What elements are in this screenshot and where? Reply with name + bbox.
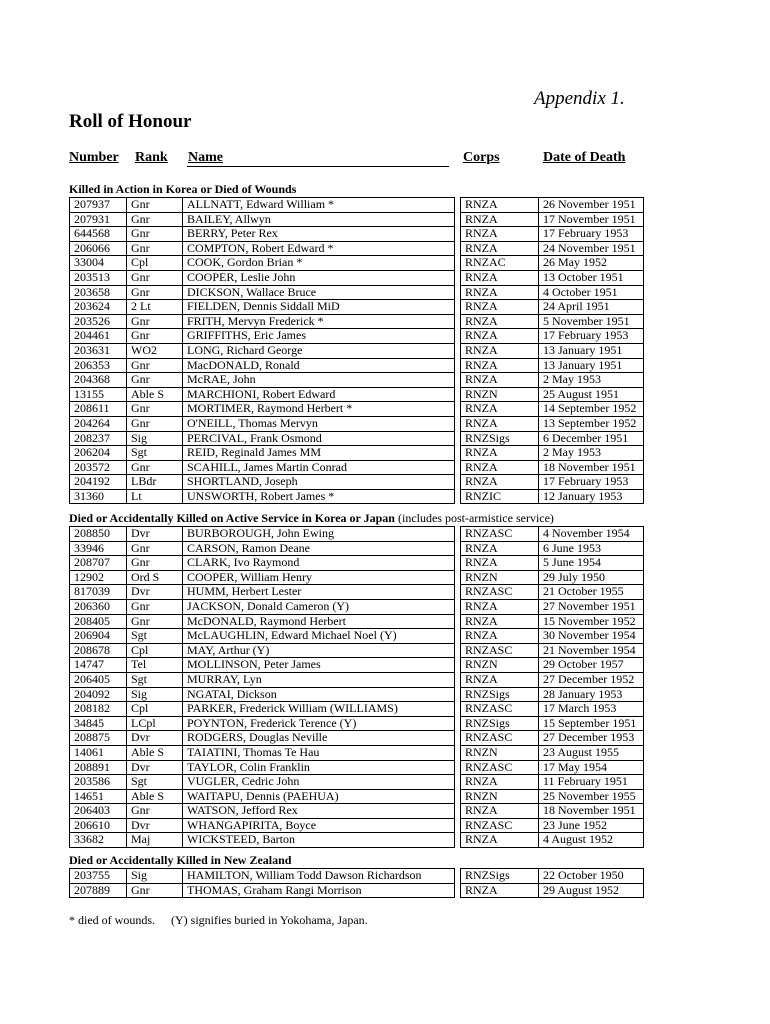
date-cell: 13 October 1951 (539, 270, 644, 285)
number-cell: 207889 (70, 883, 127, 898)
number-cell: 203624 (70, 300, 127, 315)
date-cell: 5 November 1951 (539, 314, 644, 329)
corps-cell: RNZASC (461, 818, 539, 833)
corps-cell: RNZSigs (461, 431, 539, 446)
number-cell: 204192 (70, 475, 127, 490)
section-title-text: Died or Accidentally Killed in New Zealand (69, 853, 292, 867)
rank-cell: Gnr (127, 402, 183, 417)
rank-cell: Gnr (127, 329, 183, 344)
header-name: Name (188, 150, 223, 165)
header-number: Number (69, 150, 119, 165)
corps-cell: RNZA (461, 241, 539, 256)
rank-cell: 2 Lt (127, 300, 183, 315)
rank-cell: Cpl (127, 256, 183, 271)
corps-cell: RNZA (461, 883, 539, 898)
table-row (70, 314, 644, 329)
date-cell: 23 June 1952 (539, 818, 644, 833)
roll-table (69, 868, 644, 898)
number-cell: 203526 (70, 314, 127, 329)
date-cell: 6 December 1951 (539, 431, 644, 446)
table-row (70, 198, 644, 213)
table-row (70, 716, 644, 731)
table-row (70, 475, 644, 490)
date-cell: 29 July 1950 (539, 570, 644, 585)
table-row (70, 658, 644, 673)
table-row (70, 285, 644, 300)
date-cell: 14 September 1952 (539, 402, 644, 417)
date-cell: 21 October 1955 (539, 585, 644, 600)
roll-table (69, 526, 644, 848)
date-cell: 27 November 1951 (539, 599, 644, 614)
date-cell: 23 August 1955 (539, 745, 644, 760)
number-cell: 203755 (70, 869, 127, 884)
table-row (70, 227, 644, 242)
rank-cell: Dvr (127, 731, 183, 746)
corps-cell: RNZASC (461, 527, 539, 542)
name-cell: NGATAI, Dickson (183, 687, 455, 702)
table-row (70, 556, 644, 571)
corps-cell: RNZA (461, 314, 539, 329)
corps-cell: RNZA (461, 329, 539, 344)
date-cell: 27 December 1952 (539, 672, 644, 687)
table-row (70, 527, 644, 542)
corps-cell: RNZA (461, 212, 539, 227)
table-row (70, 446, 644, 461)
rank-cell: Gnr (127, 883, 183, 898)
name-cell: SCAHILL, James Martin Conrad (183, 460, 455, 475)
rank-cell: Lt (127, 489, 183, 504)
name-cell: JACKSON, Donald Cameron (Y) (183, 599, 455, 614)
date-cell: 17 February 1953 (539, 227, 644, 242)
section-title (69, 511, 554, 526)
corps-cell: RNZA (461, 416, 539, 431)
name-cell: COOPER, Leslie John (183, 270, 455, 285)
name-cell: WICKSTEED, Barton (183, 833, 455, 848)
name-cell: HUMM, Herbert Lester (183, 585, 455, 600)
number-cell: 206610 (70, 818, 127, 833)
corps-cell: RNZA (461, 446, 539, 461)
table-row (70, 883, 644, 898)
section-title (69, 182, 296, 197)
corps-cell: RNZSigs (461, 716, 539, 731)
date-cell: 17 February 1953 (539, 475, 644, 490)
table-row (70, 212, 644, 227)
number-cell: 14061 (70, 745, 127, 760)
date-cell: 15 September 1951 (539, 716, 644, 731)
table-row (70, 702, 644, 717)
date-cell: 22 October 1950 (539, 869, 644, 884)
date-cell: 17 March 1953 (539, 702, 644, 717)
name-cell: MOLLINSON, Peter James (183, 658, 455, 673)
number-cell: 207931 (70, 212, 127, 227)
table-row (70, 614, 644, 629)
number-cell: 817039 (70, 585, 127, 600)
number-cell: 14651 (70, 789, 127, 804)
number-cell: 206360 (70, 599, 127, 614)
name-cell: TAYLOR, Colin Franklin (183, 760, 455, 775)
rank-cell: Gnr (127, 198, 183, 213)
name-cell: PARKER, Frederick William (WILLIAMS) (183, 702, 455, 717)
date-cell: 17 November 1951 (539, 212, 644, 227)
number-cell: 206405 (70, 672, 127, 687)
name-cell: COOPER, William Henry (183, 570, 455, 585)
name-cell: DICKSON, Wallace Bruce (183, 285, 455, 300)
date-cell: 18 November 1951 (539, 804, 644, 819)
rank-cell: Sig (127, 869, 183, 884)
name-cell: FIELDEN, Dennis Siddall MiD (183, 300, 455, 315)
number-cell: 33682 (70, 833, 127, 848)
name-cell: McDONALD, Raymond Herbert (183, 614, 455, 629)
table-row (70, 402, 644, 417)
rank-cell: Sig (127, 687, 183, 702)
corps-cell: RNZA (461, 614, 539, 629)
rank-cell: Gnr (127, 285, 183, 300)
corps-cell: RNZSigs (461, 687, 539, 702)
date-cell: 21 November 1954 (539, 643, 644, 658)
rank-cell: Gnr (127, 599, 183, 614)
name-cell: PERCIVAL, Frank Osmond (183, 431, 455, 446)
rank-cell: Sgt (127, 446, 183, 461)
rank-cell: Ord S (127, 570, 183, 585)
number-cell: 204368 (70, 373, 127, 388)
name-cell: CARSON, Ramon Deane (183, 541, 455, 556)
number-cell: 34845 (70, 716, 127, 731)
corps-cell: RNZA (461, 599, 539, 614)
name-cell: MacDONALD, Ronald (183, 358, 455, 373)
rank-cell: Tel (127, 658, 183, 673)
table-row (70, 373, 644, 388)
table-row (70, 343, 644, 358)
number-cell: 33004 (70, 256, 127, 271)
number-cell: 203658 (70, 285, 127, 300)
number-cell: 203513 (70, 270, 127, 285)
corps-cell: RNZA (461, 402, 539, 417)
name-cell: McLAUGHLIN, Edward Michael Noel (Y) (183, 629, 455, 644)
table-row (70, 358, 644, 373)
corps-cell: RNZASC (461, 643, 539, 658)
name-cell: CLARK, Ivo Raymond (183, 556, 455, 571)
date-cell: 4 October 1951 (539, 285, 644, 300)
name-cell: COMPTON, Robert Edward * (183, 241, 455, 256)
corps-cell: RNZA (461, 629, 539, 644)
date-cell: 13 September 1952 (539, 416, 644, 431)
date-cell: 17 February 1953 (539, 329, 644, 344)
rank-cell: Gnr (127, 614, 183, 629)
date-cell: 15 November 1952 (539, 614, 644, 629)
date-cell: 5 June 1954 (539, 556, 644, 571)
date-cell: 29 August 1952 (539, 883, 644, 898)
rank-cell: Gnr (127, 314, 183, 329)
date-cell: 12 January 1953 (539, 489, 644, 504)
date-cell: 18 November 1951 (539, 460, 644, 475)
date-cell: 4 November 1954 (539, 527, 644, 542)
table-row (70, 869, 644, 884)
number-cell: 644568 (70, 227, 127, 242)
name-cell: MAY, Arthur (Y) (183, 643, 455, 658)
corps-cell: RNZA (461, 804, 539, 819)
number-cell: 208850 (70, 527, 127, 542)
corps-cell: RNZA (461, 541, 539, 556)
rank-cell: Able S (127, 745, 183, 760)
table-row (70, 541, 644, 556)
rank-cell: Gnr (127, 460, 183, 475)
header-rank: Rank (135, 150, 168, 165)
name-cell: HAMILTON, William Todd Dawson Richardson (183, 869, 455, 884)
number-cell: 33946 (70, 541, 127, 556)
date-cell: 27 December 1953 (539, 731, 644, 746)
table-row (70, 270, 644, 285)
number-cell: 208891 (70, 760, 127, 775)
corps-cell: RNZA (461, 672, 539, 687)
section-note: (includes post-armistice service) (397, 511, 554, 525)
table-row (70, 760, 644, 775)
number-cell: 208237 (70, 431, 127, 446)
corps-cell: RNZN (461, 789, 539, 804)
section-title (69, 853, 291, 868)
number-cell: 208875 (70, 731, 127, 746)
table-row (70, 489, 644, 504)
corps-cell: RNZA (461, 270, 539, 285)
number-cell: 204092 (70, 687, 127, 702)
table-row (70, 416, 644, 431)
name-cell: GRIFFITHS, Eric James (183, 329, 455, 344)
corps-cell: RNZASC (461, 585, 539, 600)
number-cell: 208405 (70, 614, 127, 629)
number-cell: 206403 (70, 804, 127, 819)
rank-cell: Able S (127, 387, 183, 402)
table-row (70, 431, 644, 446)
rank-cell: LCpl (127, 716, 183, 731)
name-cell: UNSWORTH, Robert James * (183, 489, 455, 504)
table-row (70, 789, 644, 804)
page-title: Roll of Honour (69, 111, 192, 132)
corps-cell: RNZASC (461, 702, 539, 717)
corps-cell: RNZASC (461, 760, 539, 775)
rank-cell: Gnr (127, 541, 183, 556)
corps-cell: RNZA (461, 475, 539, 490)
date-cell: 4 August 1952 (539, 833, 644, 848)
name-cell: RODGERS, Douglas Neville (183, 731, 455, 746)
corps-cell: RNZA (461, 285, 539, 300)
date-cell: 25 November 1955 (539, 789, 644, 804)
name-cell: WAITAPU, Dennis (PAEHUA) (183, 789, 455, 804)
name-cell: MURRAY, Lyn (183, 672, 455, 687)
corps-cell: RNZA (461, 300, 539, 315)
number-cell: 208182 (70, 702, 127, 717)
rank-cell: Sgt (127, 672, 183, 687)
number-cell: 203572 (70, 460, 127, 475)
rank-cell: Sgt (127, 629, 183, 644)
name-cell: COOK, Gordon Brian * (183, 256, 455, 271)
corps-cell: RNZASC (461, 731, 539, 746)
date-cell: 25 August 1951 (539, 387, 644, 402)
number-cell: 207937 (70, 198, 127, 213)
number-cell: 206904 (70, 629, 127, 644)
date-cell: 24 April 1951 (539, 300, 644, 315)
number-cell: 14747 (70, 658, 127, 673)
name-cell: REID, Reginald James MM (183, 446, 455, 461)
corps-cell: RNZAC (461, 256, 539, 271)
number-cell: 206353 (70, 358, 127, 373)
rank-cell: Dvr (127, 760, 183, 775)
header-date: Date of Death (543, 150, 626, 165)
rank-cell: Sgt (127, 775, 183, 790)
appendix-label: Appendix 1. (534, 88, 625, 109)
corps-cell: RNZN (461, 570, 539, 585)
table-row (70, 599, 644, 614)
corps-cell: RNZN (461, 745, 539, 760)
corps-cell: RNZA (461, 358, 539, 373)
name-cell: TAIATINI, Thomas Te Hau (183, 745, 455, 760)
name-cell: ALLNATT, Edward William * (183, 198, 455, 213)
rank-cell: Gnr (127, 212, 183, 227)
rank-cell: Cpl (127, 702, 183, 717)
number-cell: 208678 (70, 643, 127, 658)
header-corps: Corps (463, 150, 500, 165)
date-cell: 6 June 1953 (539, 541, 644, 556)
date-cell: 29 October 1957 (539, 658, 644, 673)
number-cell: 204461 (70, 329, 127, 344)
corps-cell: RNZN (461, 658, 539, 673)
table-row (70, 629, 644, 644)
table-row (70, 672, 644, 687)
table-row (70, 687, 644, 702)
rank-cell: LBdr (127, 475, 183, 490)
table-row (70, 731, 644, 746)
name-cell: MORTIMER, Raymond Herbert * (183, 402, 455, 417)
rank-cell: Maj (127, 833, 183, 848)
corps-cell: RNZN (461, 387, 539, 402)
table-row (70, 256, 644, 271)
footnote-yokohama: (Y) signifies buried in Yokohama, Japan. (171, 913, 368, 927)
number-cell: 208611 (70, 402, 127, 417)
name-cell: BERRY, Peter Rex (183, 227, 455, 242)
table-row (70, 460, 644, 475)
footnote (69, 913, 368, 928)
name-cell: LONG, Richard George (183, 343, 455, 358)
date-cell: 28 January 1953 (539, 687, 644, 702)
corps-cell: RNZA (461, 775, 539, 790)
rank-cell: Dvr (127, 818, 183, 833)
rank-cell: Dvr (127, 585, 183, 600)
date-cell: 17 May 1954 (539, 760, 644, 775)
corps-cell: RNZA (461, 198, 539, 213)
corps-cell: RNZA (461, 343, 539, 358)
date-cell: 24 November 1951 (539, 241, 644, 256)
footnote-wounds: * died of wounds. (69, 913, 155, 927)
number-cell: 206204 (70, 446, 127, 461)
rank-cell: Gnr (127, 227, 183, 242)
corps-cell: RNZA (461, 460, 539, 475)
number-cell: 204264 (70, 416, 127, 431)
date-cell: 26 May 1952 (539, 256, 644, 271)
corps-cell: RNZA (461, 833, 539, 848)
table-row (70, 329, 644, 344)
name-cell: THOMAS, Graham Rangi Morrison (183, 883, 455, 898)
name-cell: FRITH, Mervyn Frederick * (183, 314, 455, 329)
table-row (70, 387, 644, 402)
table-row (70, 775, 644, 790)
roll-table (69, 197, 644, 504)
name-cell: BAILEY, Allwyn (183, 212, 455, 227)
table-row (70, 818, 644, 833)
number-cell: 206066 (70, 241, 127, 256)
corps-cell: RNZA (461, 227, 539, 242)
corps-cell: RNZA (461, 373, 539, 388)
rank-cell: Gnr (127, 358, 183, 373)
table-row (70, 804, 644, 819)
corps-cell: RNZA (461, 556, 539, 571)
rank-cell: Gnr (127, 804, 183, 819)
rank-cell: Gnr (127, 241, 183, 256)
name-cell: POYNTON, Frederick Terence (Y) (183, 716, 455, 731)
corps-cell: RNZIC (461, 489, 539, 504)
table-row (70, 570, 644, 585)
table-row (70, 300, 644, 315)
rank-cell: WO2 (127, 343, 183, 358)
name-cell: McRAE, John (183, 373, 455, 388)
rank-cell: Cpl (127, 643, 183, 658)
name-cell: SHORTLAND, Joseph (183, 475, 455, 490)
corps-cell: RNZSigs (461, 869, 539, 884)
name-cell: O'NEILL, Thomas Mervyn (183, 416, 455, 431)
rank-cell: Gnr (127, 270, 183, 285)
name-cell: WATSON, Jefford Rex (183, 804, 455, 819)
name-cell: VUGLER, Cedric John (183, 775, 455, 790)
section-title-text: Killed in Action in Korea or Died of Wounds (69, 182, 297, 196)
name-cell: BURBOROUGH, John Ewing (183, 527, 455, 542)
number-cell: 12902 (70, 570, 127, 585)
rank-cell: Gnr (127, 373, 183, 388)
number-cell: 13155 (70, 387, 127, 402)
name-cell: WHANGAPIRITA, Boyce (183, 818, 455, 833)
rank-cell: Gnr (127, 416, 183, 431)
table-row (70, 585, 644, 600)
date-cell: 2 May 1953 (539, 373, 644, 388)
header-underline (187, 166, 449, 167)
section-title-text: Died or Accidentally Killed on Active Service in Korea or Japan (69, 511, 395, 525)
number-cell: 208707 (70, 556, 127, 571)
number-cell: 203631 (70, 343, 127, 358)
date-cell: 13 January 1951 (539, 358, 644, 373)
rank-cell: Dvr (127, 527, 183, 542)
rank-cell: Able S (127, 789, 183, 804)
date-cell: 13 January 1951 (539, 343, 644, 358)
table-row (70, 643, 644, 658)
table-row (70, 833, 644, 848)
rank-cell: Sig (127, 431, 183, 446)
date-cell: 2 May 1953 (539, 446, 644, 461)
name-cell: MARCHIONI, Robert Edward (183, 387, 455, 402)
number-cell: 31360 (70, 489, 127, 504)
date-cell: 30 November 1954 (539, 629, 644, 644)
table-row (70, 745, 644, 760)
date-cell: 26 November 1951 (539, 198, 644, 213)
table-row (70, 241, 644, 256)
number-cell: 203586 (70, 775, 127, 790)
date-cell: 11 February 1951 (539, 775, 644, 790)
rank-cell: Gnr (127, 556, 183, 571)
